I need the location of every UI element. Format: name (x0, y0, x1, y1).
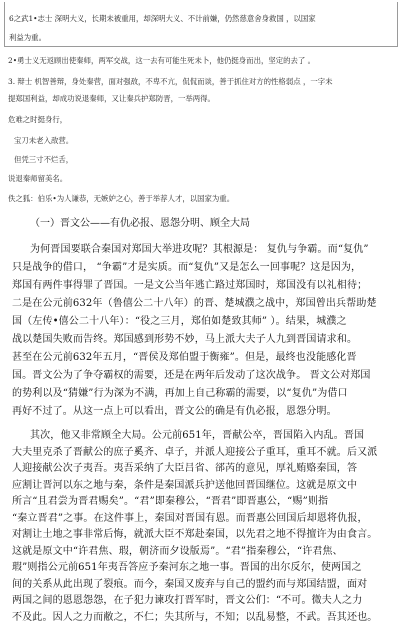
body-line: 国（左传•僖公二十八年）：“役之三月，郑伯如楚致其师” ）。结果，城濮之 (12, 316, 347, 327)
body-line: 战以楚国失败而告终。郑国感到形势不妙，马上派大夫子人九到晋国请求和。 (12, 334, 358, 345)
body-line: 两国之间的恩恩怨怨，在子犯力谏攻打晋军时，晋文公们：“不可。微夫人之力 (12, 595, 363, 607)
body-line: 甚至在公元前632年五月，“晋侯及郑伯盟于衡雍”。但是，最终也没能感化晋 (12, 352, 357, 363)
body-line: 大夫里克杀了晋献公的庶子奚齐、卓子，并派人迎接公子重耳，重耳不就。后又派 (12, 446, 378, 458)
body-line: 这就是原文中“许君焦、瑕，朝济而夕设版焉”。“君”指秦穆公，“许君焦、 (12, 545, 343, 557)
poem-line-4: 说退秦师留美名。 (8, 174, 68, 183)
body-line: 只是战争的借口， “争霸”才是实质。而“复仇”又是怎么一回事呢？这是因为， (12, 262, 362, 273)
intro-box (4, 2, 398, 47)
note-rhetoric-1: 3. 辩士 机智善辩，身处秦营，面对强敌，不卑不亢，侃侃而谈，善于抓住对方的性格弱点 ，一字未 (8, 77, 333, 86)
section-heading: （一）晋文公——有仇必报、恩怨分明、顾全大局 (30, 218, 250, 229)
note-courage: 2•勇士义无返顾出使秦师，两军交战，这一去有可能生死未卜，他仍挺身而出，坚定的去了 。 (8, 56, 316, 65)
body-line: 瑕”则指公元前651年夷吾答应予秦河东之地一事。晋国的出尔反尔，使两国之 (12, 562, 362, 574)
body-line: 不及此。因人之力而敝之，不仁；失其所与，不知；以乱易整，不武。吾其还也。 (12, 611, 378, 623)
body-line: 对割让土地之事非常后悔，就派大臣不郑赴秦国，以先君之地不得擅许为由食言。 (12, 529, 378, 541)
body-line: 其次，他又非常顾全大局。公元前651年，晋献公卒，晋国陷入内乱。晋国 (30, 430, 365, 441)
body-line: 人迎接献公次子夷吾。夷吾采纳了大臣吕省、郤芮的意见，厚礼贿赂秦国，答 (12, 463, 358, 474)
body-line: 国。晋文公为了争夺霸权的需要，还是在两年后发动了这次战争。 晋文公对郑国 (12, 370, 371, 381)
body-line: 的势利以及“猜嫌”行为深为不满，再加上自己称霸的需要，以“复仇”为借口 (12, 388, 348, 399)
intro-box-line-2: 利益为重。 (9, 33, 46, 42)
poem-line-1: 危难之时挺身行， (8, 115, 68, 124)
note-rhetoric-2: 提郑国利益，却成功说退秦师，又让秦兵护郑防晋，一举两得。 (8, 94, 215, 103)
note-yi-zhi-hu: 佚之狐：伯乐•为人谦恭，无嫉妒之心，善于举荐人才，以国家为重。 (8, 194, 235, 203)
body-line: 应割让晋河以东之地与秦，条件是秦国派兵护送他回晋国继位。这就是原文中 (12, 479, 358, 491)
body-line: 二是在公元前632年（鲁僖公二十八年）的晋、楚城濮之战中，郑国曾出兵帮助楚 (12, 298, 377, 309)
body-line: 为何晋国要联合秦国对郑国大举进攻呢？其根源是： 复仇与争霸。而“复仇” (30, 244, 369, 255)
body-line: “秦立晋君”之事。在这件事上，秦国对晋国有恩。而晋惠公回国后却恩将仇报， (12, 512, 368, 524)
body-line: 郑国有两件事得罪了晋国。一是文公当年逃亡路过郑国时，郑国没有以礼相待； (12, 280, 368, 291)
poem-line-3: 但凭三寸不烂舌， (14, 155, 74, 164)
intro-box-line-1: 6之武1•志士 深明大义，长期未被重用，却深明大义、不计前嫌，仍然慈意舍身救国 ，以国家 (9, 14, 316, 23)
poem-line-2: 宝刀未老入敌营。 (14, 136, 74, 145)
body-line: 所言“且君尝为晋君赐矣”。“君”即秦穆公，“晋君”即晋惠公，“赐”则指 (12, 496, 329, 508)
body-line: 再好不过了。从这一点上可以看出，晋文公的确是有仇必报，恩怨分明。 (12, 406, 337, 417)
body-line: 间的关系从此出现了裂痕。而今，秦国又废弃与自己的盟约而与郑国结盟，面对 (12, 578, 368, 590)
